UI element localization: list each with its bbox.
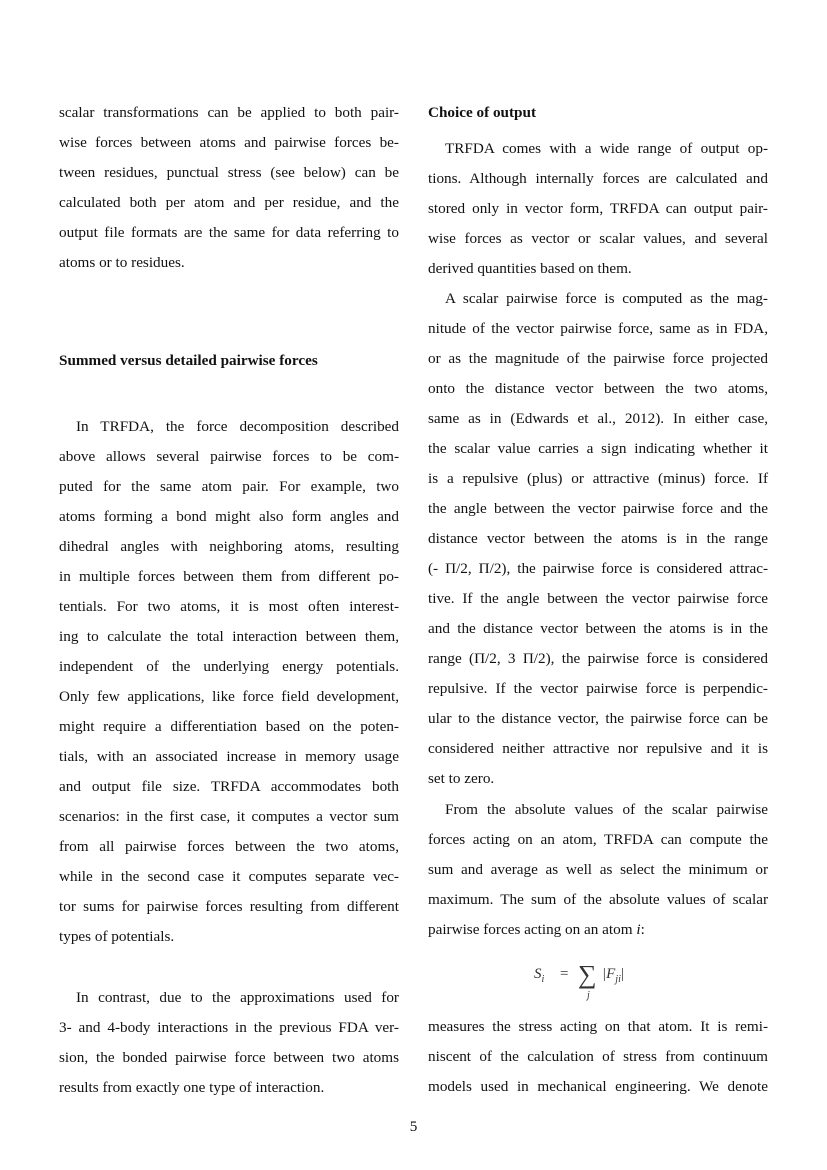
text-line: stored only in vector form, TRFDA can output pair- xyxy=(428,200,768,217)
text-line: wise forces between atoms and pairwise forces be- xyxy=(59,134,399,151)
text-line: from all pairwise forces between the two atoms, xyxy=(59,838,399,855)
text-line: calculated both per atom and per residue, and the xyxy=(59,194,399,211)
text-line: nitude of the vector pairwise force, same as in FDA, xyxy=(428,320,768,337)
text-line: atoms forming a bond might also form angles and xyxy=(59,508,399,525)
text-line: 3- and 4-body interactions in the previous FDA ver- xyxy=(59,1019,399,1036)
text-line: derived quantities based on them. xyxy=(428,260,632,277)
text-line: range (Π/2, 3 Π/2), the pairwise force is considered xyxy=(428,650,768,667)
text-line: considered neither attractive nor repulsive and it is xyxy=(428,740,768,757)
text-line: in multiple forces between them from different po- xyxy=(59,568,399,585)
text-line: scenarios: in the first case, it computes a vector sum xyxy=(59,808,399,825)
text-line: puted for the same atom pair. For example, two xyxy=(59,478,399,495)
text-line: sum and average as well as select the minimum or xyxy=(428,861,768,878)
text-line: ular to the distance vector, the pairwise force can be xyxy=(428,710,768,727)
text-line: atoms or to residues. xyxy=(59,254,185,271)
text-line: the scalar value carries a sign indicating whether it xyxy=(428,440,768,457)
text-line: From the absolute values of the scalar pairwise xyxy=(445,801,768,818)
text-line: In contrast, due to the approximations used for xyxy=(76,989,399,1006)
text-line: results from exactly one type of interaction. xyxy=(59,1079,325,1096)
text-line: might require a differentiation based on the poten- xyxy=(59,718,399,735)
text-line: Only few applications, like force field development, xyxy=(59,688,399,705)
text-line: or as the magnitude of the pairwise force projected xyxy=(428,350,768,367)
text-line: (- Π/2, Π/2), the pairwise force is considered attrac- xyxy=(428,560,768,577)
text-line: wise forces as vector or scalar values, and several xyxy=(428,230,768,247)
equation-lhs: $S_i$ xyxy=(534,966,545,985)
text-line: A scalar pairwise force is computed as the mag- xyxy=(445,290,768,307)
text-line: dihedral angles with neighboring atoms, resulting xyxy=(59,538,399,555)
text-line: models used in mechanical engineering. We denote xyxy=(428,1078,768,1095)
text-line: ing to calculate the total interaction between them, xyxy=(59,628,399,645)
text-line: forces acting on an atom, TRFDA can compute the xyxy=(428,831,768,848)
summation-index: j xyxy=(587,990,590,1001)
page-number: 5 xyxy=(409,1118,418,1135)
text-line: niscent of the calculation of stress from continuum xyxy=(428,1048,768,1065)
equation-rhs: $|F_{ji}|$ xyxy=(602,966,624,985)
text-line: tive. If the angle between the vector pairwise force xyxy=(428,590,768,607)
text-line: and output file size. TRFDA accommodates both xyxy=(59,778,399,795)
text-line: is a repulsive (plus) or attractive (minus) force. If xyxy=(428,470,768,487)
text-line: tentials. For two atoms, it is most often interest- xyxy=(59,598,399,615)
section-heading-summed-vs-detailed: Summed versus detailed pairwise forces xyxy=(59,352,318,369)
equals-sign: = xyxy=(560,966,569,982)
text-line: maximum. The sum of the absolute values of scalar xyxy=(428,891,768,908)
section-heading-choice-of-output: Choice of output xyxy=(428,104,537,121)
variable-i: i xyxy=(636,921,641,938)
text-line: tween residues, punctual stress (see below) can be xyxy=(59,164,399,181)
text-line: TRFDA comes with a wide range of output op- xyxy=(445,140,768,157)
text-line: scalar transformations can be applied to both pair- xyxy=(59,104,399,121)
text-line: tor sums for pairwise forces resulting from different xyxy=(59,898,399,915)
text-line: measures the stress acting on that atom. It is remi- xyxy=(428,1018,768,1035)
text-line: onto the distance vector between the two atoms, xyxy=(428,380,768,397)
summation-symbol: ∑ xyxy=(578,960,597,989)
text-line: the angle between the vector pairwise force and the xyxy=(428,500,768,517)
text-line: distance vector between the atoms is in the range xyxy=(428,530,768,547)
text-line: In TRFDA, the force decomposition described xyxy=(76,418,399,435)
stress-equation xyxy=(428,962,768,1012)
text-line: above allows several pairwise forces to be com- xyxy=(59,448,399,465)
text-line: independent of the underlying energy potentials. xyxy=(59,658,399,675)
text-line: and the distance vector between the atoms is in the xyxy=(428,620,768,637)
text-line: tions. Although internally forces are calculated and xyxy=(428,170,768,187)
text-line: types of potentials. xyxy=(59,928,175,945)
text-line: sion, the bonded pairwise force between two atoms xyxy=(59,1049,399,1066)
text-line: tials, with an associated increase in memory usage xyxy=(59,748,399,765)
text-line: repulsive. If the vector pairwise force is perpendic- xyxy=(428,680,768,697)
text-line: same as in (Edwards et al., 2012). In either case, xyxy=(428,410,768,427)
text-line: pairwise forces acting on an atom i: xyxy=(428,921,645,938)
text-line: output file formats are the same for data referring to xyxy=(59,224,399,241)
text-line: set to zero. xyxy=(428,770,495,787)
text-line: while in the second case it computes separate vec- xyxy=(59,868,399,885)
